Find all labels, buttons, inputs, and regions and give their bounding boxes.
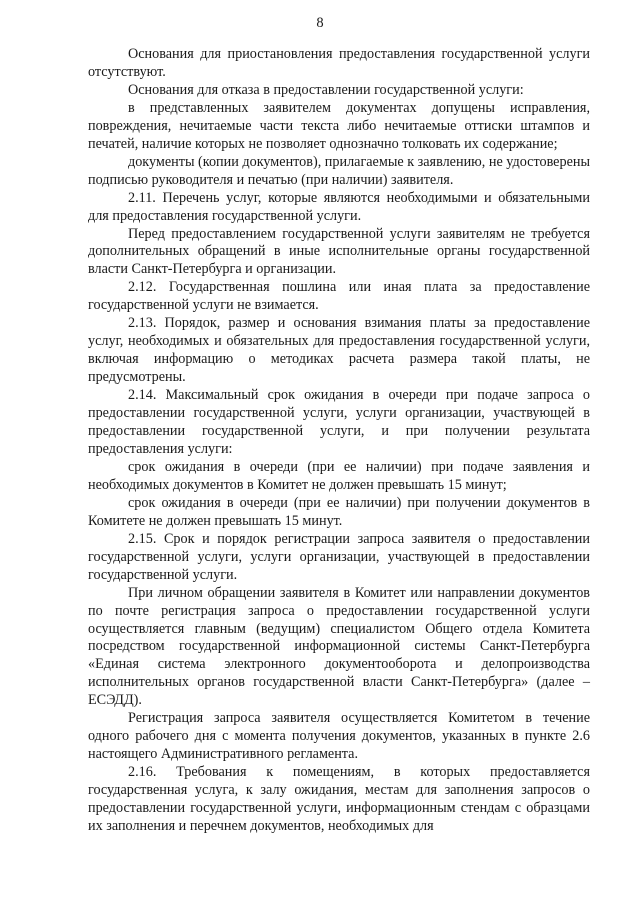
paragraph-2-13: 2.13. Порядок, размер и основания взимания платы за предоставление услуг, необходимых и обязательных для предоставления государственной услуги, включая информацию о методиках расчета размера такой платы, не предусмотрены. <box>88 315 590 386</box>
paragraph-2-15-registration: Регистрация запроса заявителя осуществляется Комитетом в течение одного рабочего дня с момента получения документов, указанных в пункте 2.6 настоящего Административного регламента. <box>88 710 590 763</box>
paragraph-refusal-unsigned: документы (копии документов), прилагаемые к заявлению, не удостоверены подписью руководителя и печатью (при наличии) заявителя. <box>88 153 590 188</box>
paragraph-2-15: 2.15. Срок и порядок регистрации запроса заявителя о предоставлении государственной услуги, услуги организации, участвующей в предоставлении государственной услуги. <box>88 530 590 583</box>
paragraph-2-12: 2.12. Государственная пошлина или иная плата за предоставление государственной услуги не взимается. <box>88 279 590 314</box>
paragraph-2-14-receipt: срок ожидания в очереди (при ее наличии) при получении документов в Комитете не должен превышать 15 минут. <box>88 494 590 529</box>
paragraph-refusal-grounds: Основания для отказа в предоставлении государственной услуги: <box>128 81 524 98</box>
paragraph-2-16: 2.16. Требования к помещениям, в которых предоставляется государственная услуга, к залу ожидания, местам для заполнения запросов о предоставлении государственной услуги, информационным стендам с образцами их заполнения и перечнем документов, необходимых для <box>88 764 590 834</box>
paragraph-suspension-grounds: Основания для приостановления предоставления государственной услуги отсутствуют. <box>88 46 590 80</box>
document-body <box>88 46 590 836</box>
paragraph-2-14: 2.14. Максимальный срок ожидания в очереди при подаче запроса о предоставлении государственной услуги, услуги организации, участвующей в предоставлении государственной услуги, и при получении результата предоставления услуги: <box>88 387 590 457</box>
paragraph-2-14-submission: срок ожидания в очереди (при ее наличии) при подаче заявления и необходимых документов в Комитет не должен превышать 15 минут; <box>88 458 590 493</box>
paragraph-2-11: 2.11. Перечень услуг, которые являются необходимыми и обязательными для предоставления государственной услуги. <box>88 189 590 224</box>
page-number: 8 <box>316 15 324 31</box>
paragraph-2-15-personal: При личном обращении заявителя в Комитет или направлении документов по почте регистрация запроса о предоставлении государственной услуги осуществляется главным (ведущим) специалистом Общего отдела Комитета посредством государственной информационной системы Санкт-Петербурга «Единая система электронного документооборота и делопроизводства исполнительных органов государственной власти Санкт-Петербурга» (далее – ЕСЭДД). <box>88 584 590 709</box>
paragraph-refusal-corrections: в представленных заявителем документах допущены исправления, повреждения, нечитаемые части текста либо нечитаемые оттиски штампов и печатей, наличие которых не позволяет однозначно толковать их содержание; <box>88 99 590 152</box>
paragraph-2-11-body: Перед предоставлением государственной услуги заявителям не требуется дополнительных обращений в иные исполнительные органы государственной власти Санкт-Петербурга и организации. <box>88 225 590 278</box>
